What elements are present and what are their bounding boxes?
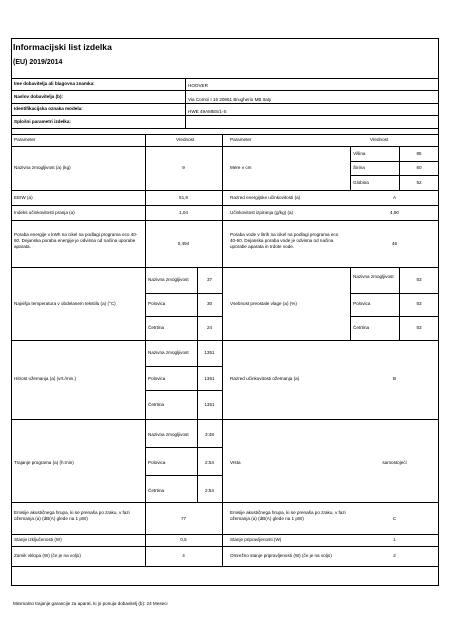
supplier-name-label: Ime dobavitelja ali blagovna znamka: bbox=[14, 81, 95, 86]
spin-quarter-label: Četrtina bbox=[148, 402, 165, 407]
col-value-1: Vrednost bbox=[176, 137, 195, 142]
duration-quarter-label: Četrtina bbox=[148, 488, 165, 493]
model-label: Identifikacijska oznaka modela: bbox=[14, 106, 83, 111]
rule bbox=[11, 267, 439, 268]
rule bbox=[222, 134, 223, 566]
width-value: 60 bbox=[416, 165, 422, 170]
rule bbox=[11, 502, 439, 503]
rule bbox=[11, 146, 439, 147]
eeiw-value: 51,9 bbox=[179, 195, 188, 200]
general-params-label: Splošni parametri izdelka: bbox=[14, 119, 71, 124]
rule bbox=[185, 78, 186, 128]
rinsing-value: 4,90 bbox=[390, 210, 399, 215]
off-mode-label: Stanje izključenosti (W) bbox=[14, 537, 62, 542]
spin-half-label: Polovica bbox=[148, 376, 166, 381]
col-parameter-2: Parameter bbox=[230, 137, 252, 142]
energy-class-value: A bbox=[392, 195, 397, 200]
moisture-half-value: 53 bbox=[416, 301, 422, 306]
height-value: 85 bbox=[416, 151, 422, 156]
water-cycle-label: Poraba vode v litrih na cikel na podlagi programa eco 40-60. Dejanska poraba vode je odvisna od načina uporabe aparata in trdote vode. bbox=[230, 232, 339, 249]
nominal-capacity-label: Nazivna zmogljivost (a) (kg) bbox=[14, 165, 71, 170]
max-temp-quarter-label: Četrtina bbox=[148, 325, 165, 330]
supplier-name-value: HOOVER bbox=[188, 83, 208, 88]
max-temp-nominal-label: Nazivna zmogljivost bbox=[148, 277, 189, 282]
rule bbox=[11, 534, 439, 535]
eeiw-label: EEIW (a) bbox=[14, 195, 33, 200]
moisture-label: Vsebnost preostale vlage (a) (%) bbox=[230, 301, 297, 306]
max-temp-quarter-value: 24 bbox=[206, 325, 213, 330]
spin-nominal-value: 1351 bbox=[204, 350, 215, 355]
col-value-2: Vrednost bbox=[370, 137, 389, 142]
rule bbox=[11, 103, 439, 104]
duration-nominal-label: Nazivna zmogljivost bbox=[148, 432, 189, 437]
supplier-address-label: Naslov dobavitelja (b): bbox=[14, 94, 64, 99]
product-info-sheet bbox=[11, 38, 439, 586]
rule bbox=[145, 293, 222, 294]
rule bbox=[350, 316, 439, 317]
moisture-quarter-value: 53 bbox=[416, 325, 422, 330]
rule bbox=[145, 475, 222, 476]
noise-class-value: C bbox=[392, 516, 397, 521]
rule bbox=[11, 134, 439, 135]
type-value: samostojeći bbox=[382, 460, 407, 465]
spin-speed-label: Hitrost ožemanja (a) (vrt./min.) bbox=[14, 376, 77, 381]
dimensions-label: Mere v cm bbox=[230, 165, 252, 170]
spin-quarter-value: 1351 bbox=[204, 402, 215, 407]
moisture-half-label: Polovica bbox=[353, 301, 371, 306]
rule bbox=[350, 161, 439, 162]
rule bbox=[11, 78, 439, 79]
col-parameter-1: Parameter bbox=[14, 137, 36, 142]
spin-class-value: B bbox=[392, 376, 397, 381]
washing-index-value: 1,04 bbox=[179, 210, 188, 215]
rule bbox=[11, 546, 439, 547]
duration-half-value: 2:54 bbox=[205, 460, 214, 465]
energy-cycle-value: 0,494 bbox=[177, 241, 190, 246]
warranty-note: Minimalno trajanje garancije za aparat, ki jo ponuja dobavitelj (b): 24 Meseci bbox=[13, 601, 168, 606]
rule bbox=[145, 390, 222, 391]
duration-nominal-value: 3:48 bbox=[205, 432, 214, 437]
rule bbox=[350, 146, 351, 190]
supplier-address-value: Via Comoi I 16 20861 Brugherio MB Italy bbox=[188, 97, 272, 102]
rule bbox=[145, 447, 222, 448]
rule bbox=[11, 340, 439, 341]
rule bbox=[145, 316, 222, 317]
delay-start-value: 4 bbox=[182, 553, 185, 558]
rinsing-label: Učinkovitost izpiranja (g/kg) (a) bbox=[230, 210, 294, 215]
regulation-reference: (EU) 2019/2014 bbox=[13, 59, 63, 66]
standby-label: Stanje pripravljenosti (W) bbox=[230, 537, 282, 542]
nominal-capacity-value: 9 bbox=[182, 165, 185, 170]
max-temp-label: Najvišja temperatura v obdelanem tekstilu (a) (°C) bbox=[14, 301, 116, 306]
duration-label: Trajanje programa (a) (h:min) bbox=[14, 460, 74, 465]
delay-start-label: Zamik vklopa (W) (če je na voljo) bbox=[14, 553, 81, 558]
height-label: Višina bbox=[353, 151, 366, 156]
water-cycle-value: 46 bbox=[391, 241, 398, 246]
washing-index-label: Indeks učinkovitosti pranja (a) bbox=[14, 210, 75, 215]
depth-label: Globina bbox=[353, 180, 369, 185]
standby-value: 1 bbox=[393, 537, 396, 542]
energy-class-label: Razred energijske učinkovitosti (a) bbox=[230, 195, 301, 200]
max-temp-nominal-value: 37 bbox=[206, 277, 213, 282]
rule bbox=[350, 293, 439, 294]
off-mode-value: 0,5 bbox=[180, 537, 187, 542]
rule bbox=[145, 366, 222, 367]
max-temp-half-label: Polovica bbox=[148, 301, 166, 306]
duration-half-label: Polovica bbox=[148, 460, 166, 465]
noise-label: Emisije akustičnega hrupa, ki se prenaša po zraku, v fazi ožemanja (a) (dB(A) glede na 1 pW) bbox=[14, 510, 130, 521]
rule bbox=[11, 419, 439, 420]
spin-class-label: Razred učinkovitosti ožemanja (a) bbox=[230, 376, 300, 381]
max-temp-half-value: 30 bbox=[206, 301, 213, 306]
rule bbox=[11, 220, 439, 221]
width-label: Širina bbox=[353, 165, 365, 170]
duration-quarter-value: 2:54 bbox=[205, 488, 214, 493]
sheet-title: Informacijski list izdelka bbox=[13, 42, 112, 52]
rule bbox=[350, 267, 351, 340]
rule bbox=[11, 190, 439, 191]
rule bbox=[350, 175, 439, 176]
depth-value: 52 bbox=[416, 180, 422, 185]
rule bbox=[11, 205, 439, 206]
rule bbox=[11, 90, 439, 91]
rule bbox=[11, 128, 439, 129]
rule bbox=[11, 115, 439, 116]
energy-cycle-label: Poraba energije v kWh na cikel na podlagi programa eco 40-60. Dejanska poraba energije je odvisna od načina uporabe aparata. bbox=[14, 232, 138, 249]
spin-nominal-label: Nazivna zmogljivost bbox=[148, 350, 189, 355]
noise-class-label: Emisije akustičnega hrupa, ki se prenaša po zraku, v fazi ožemanja (a) (dB(A) glede na 1 pW) bbox=[230, 510, 346, 521]
noise-value: 77 bbox=[180, 516, 187, 521]
moisture-nominal-value: 53 bbox=[416, 277, 422, 282]
network-standby-value: 2 bbox=[393, 553, 396, 558]
network-standby-label: Omrežno stanje pripravljenosti (W) (če je na voljo) bbox=[230, 553, 332, 558]
model-value: HWE 49AMBS/1-S bbox=[188, 109, 227, 114]
moisture-nominal-label: Nazivna zmogljivost bbox=[353, 274, 394, 279]
type-label: Vrsta bbox=[230, 460, 241, 465]
spin-half-value: 1351 bbox=[204, 376, 215, 381]
rule bbox=[11, 566, 439, 567]
moisture-quarter-label: Četrtina bbox=[353, 325, 370, 330]
